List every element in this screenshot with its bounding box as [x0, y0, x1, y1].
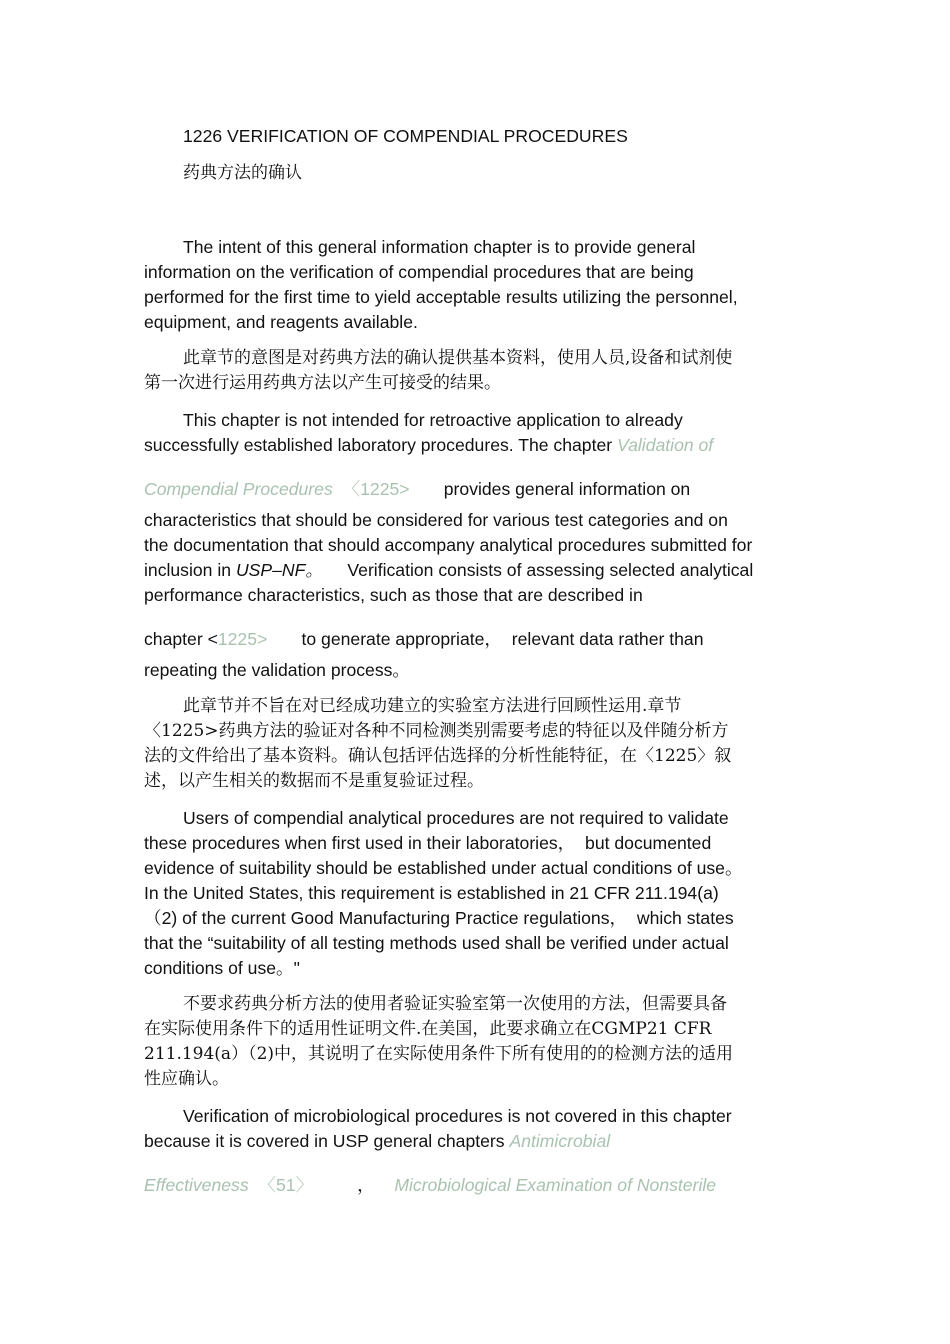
- body-text-line-cn: 此章节的意图是对药典方法的确认提供基本资料，使用人员,设备和试剂使: [183, 348, 733, 368]
- reference-link[interactable]: Microbiological Examination of Nonsterile: [394, 1175, 717, 1195]
- body-text-line: performance characteristics, such as those that are described in: [144, 585, 643, 605]
- body-text-line-cn: 述，以产生相关的数据而不是重复验证过程。: [144, 771, 484, 791]
- body-text-line: the documentation that should accompany analytical procedures submitted for: [144, 535, 753, 555]
- reference-link[interactable]: 1225>: [217, 629, 268, 649]
- body-text-line: characteristics that should be considered for various test categories and on: [144, 510, 728, 530]
- body-text-line: conditions of use。": [144, 958, 300, 978]
- body-text-line-cn: 211.194(a）（2)中，其说明了在实际使用条件下所有使用的的检测方法的适用: [144, 1044, 734, 1064]
- page-title: 1226 VERIFICATION OF COMPENDIAL PROCEDURES: [183, 126, 628, 146]
- body-text-line: repeating the validation process。: [144, 660, 411, 680]
- body-text-line-cn: 不要求药典分析方法的使用者验证实验室第一次使用的方法，但需要具备: [183, 994, 727, 1014]
- body-text-line-cn: 第一次进行运用药典方法以产生可接受的结果。: [144, 373, 501, 393]
- body-text-line: In the United States, this requirement is established in 21 CFR 211.194(a): [144, 883, 719, 903]
- body-text-line: The intent of this general information chapter is to provide general: [183, 237, 696, 257]
- body-text-line: This chapter is not intended for retroactive application to already: [183, 410, 683, 430]
- body-text-line: （2) of the current Good Manufacturing Practice regulations， which states: [144, 908, 734, 928]
- page-title-cn: 药典方法的确认: [183, 163, 302, 183]
- body-text-line: Effectiveness 〈51〉 ， Microbiological Examination of Nonsterile: [144, 1175, 717, 1195]
- reference-link[interactable]: Antimicrobial: [509, 1131, 611, 1151]
- reference-link[interactable]: Compendial Procedures: [144, 479, 333, 499]
- body-text-line-cn: 此章节并不旨在对已经成功建立的实验室方法进行回顾性运用.章节: [183, 696, 682, 716]
- reference-link[interactable]: 〈1225>: [332, 479, 410, 499]
- body-text-line-cn: 性应确认。: [144, 1069, 229, 1089]
- body-text-line-cn: 〈1225>药典方法的验证对各种不同检测类别需要考虑的特征以及伴随分析方: [144, 721, 729, 741]
- body-text-line-cn: 法的文件给出了基本资料。确认包括评估选择的分析性能特征，在〈1225〉叙: [144, 746, 732, 766]
- reference-link[interactable]: Effectiveness: [144, 1175, 249, 1195]
- body-text-line-cn: 在实际使用条件下的适用性证明文件.在美国，此要求确立在CGMP21 CFR: [144, 1019, 712, 1039]
- body-text-line: Users of compendial analytical procedures are not required to validate: [183, 808, 729, 828]
- body-text-line: because it is covered in USP general chapters Antimicrobial: [144, 1131, 611, 1151]
- body-text-line: evidence of suitability should be established under actual conditions of use。: [144, 858, 743, 878]
- body-text-line: equipment, and reagents available.: [144, 312, 418, 332]
- reference-link[interactable]: Validation of: [617, 435, 714, 455]
- body-text-line: these procedures when first used in their laboratories， but documented: [144, 833, 712, 853]
- body-text-line: inclusion in USP–NF。 Verification consists of assessing selected analytical: [144, 560, 754, 580]
- body-text-line: performed for the first time to yield acceptable results utilizing the personnel,: [144, 287, 738, 307]
- body-text-line: Compendial Procedures 〈1225> provides general information on: [144, 479, 691, 499]
- body-text-line: chapter <1225> to generate appropriate， relevant data rather than: [144, 629, 704, 649]
- body-text-line: Verification of microbiological procedures is not covered in this chapter: [183, 1106, 732, 1126]
- body-text-line: that the “suitability of all testing methods used shall be verified under actual: [144, 933, 729, 953]
- reference-link[interactable]: 〈51〉: [248, 1175, 314, 1195]
- body-text-line: information on the verification of compendial procedures that are being: [144, 262, 694, 282]
- body-text-line: successfully established laboratory procedures. The chapter Validation of: [144, 435, 714, 455]
